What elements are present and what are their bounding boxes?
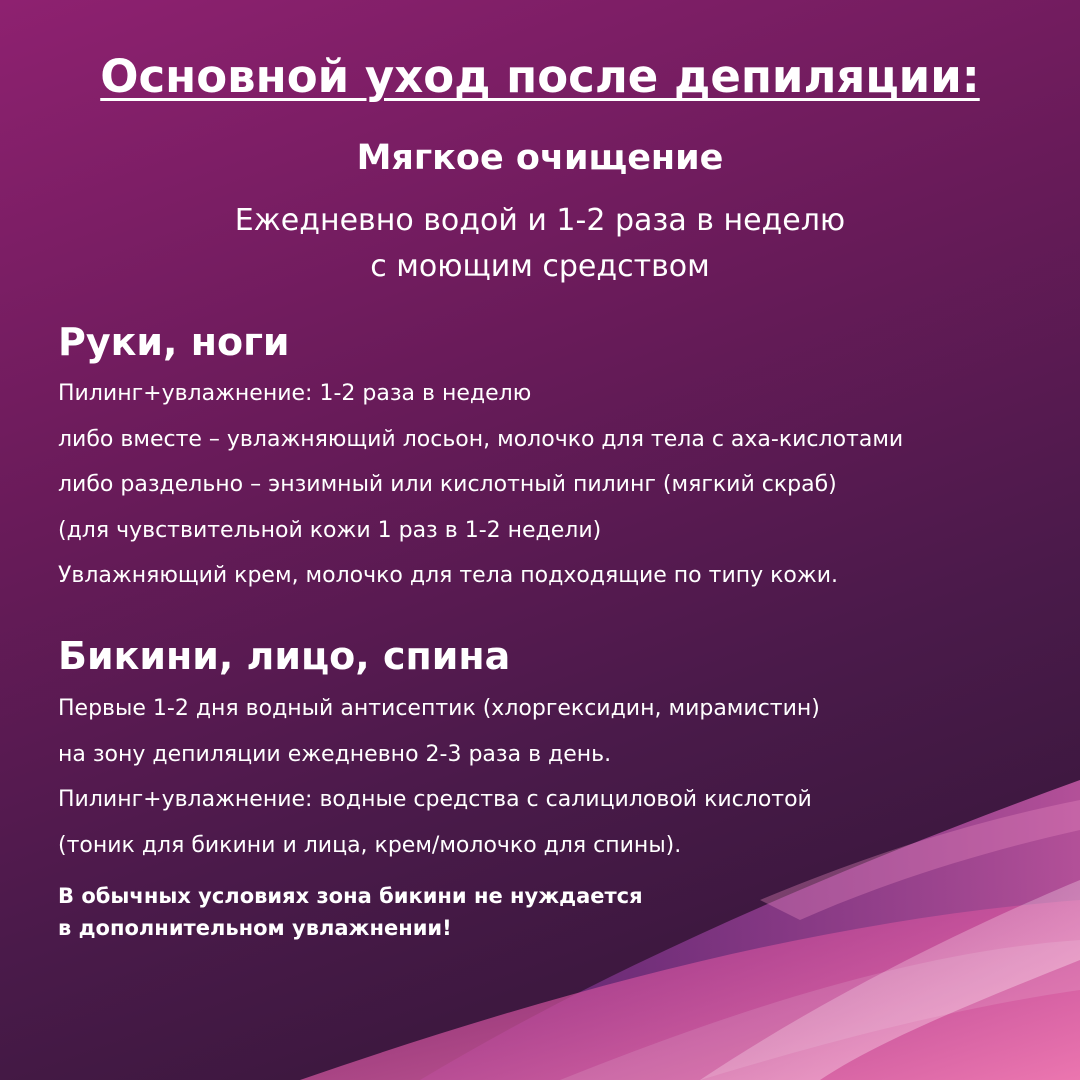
section-body-bikini-face-back [58, 686, 1048, 868]
body-line: либо раздельно – энзимный или кислотный пилинг (мягкий скраб) [58, 472, 837, 497]
section-heading-bikini-face-back: Бикини, лицо, спина [58, 634, 511, 678]
note-line: В обычных условиях зона бикини не нуждается [58, 884, 643, 908]
section-heading-arms-legs: Руки, ноги [58, 320, 290, 364]
main-title: Основной уход после депиляции: [100, 50, 980, 103]
cleansing-line: Ежедневно водой и 1-2 раза в неделю [234, 203, 846, 238]
cleansing-title: Мягкое очищение [356, 138, 724, 178]
note-line: в дополнительном увлажнении! [58, 916, 452, 940]
section-body-arms-legs [58, 371, 1048, 599]
body-line: Первые 1-2 дня водный антисептик (хлоргексидин, мирамистин) [58, 696, 820, 721]
cleansing-line: с моющим средством [370, 249, 710, 284]
body-line: Пилинг+увлажнение: 1-2 раза в неделю [58, 381, 532, 406]
body-line: (тоник для бикини и лица, крем/молочко для спины). [58, 832, 682, 858]
body-line: Увлажняющий крем, молочко для тела подходящие по типу кожи. [58, 563, 838, 588]
body-line: Пилинг+увлажнение: водные средства с салициловой кислотой [58, 787, 812, 812]
cleansing-description [0, 198, 1080, 290]
body-line: на зону депиляции ежедневно 2-3 раза в день. [58, 741, 612, 767]
body-line: (для чувствительной кожи 1 раз в 1-2 недели) [58, 517, 602, 543]
bikini-note [58, 880, 643, 944]
body-line: либо вместе – увлажняющий лосьон, молочко для тела с аха-кислотами [58, 426, 904, 452]
